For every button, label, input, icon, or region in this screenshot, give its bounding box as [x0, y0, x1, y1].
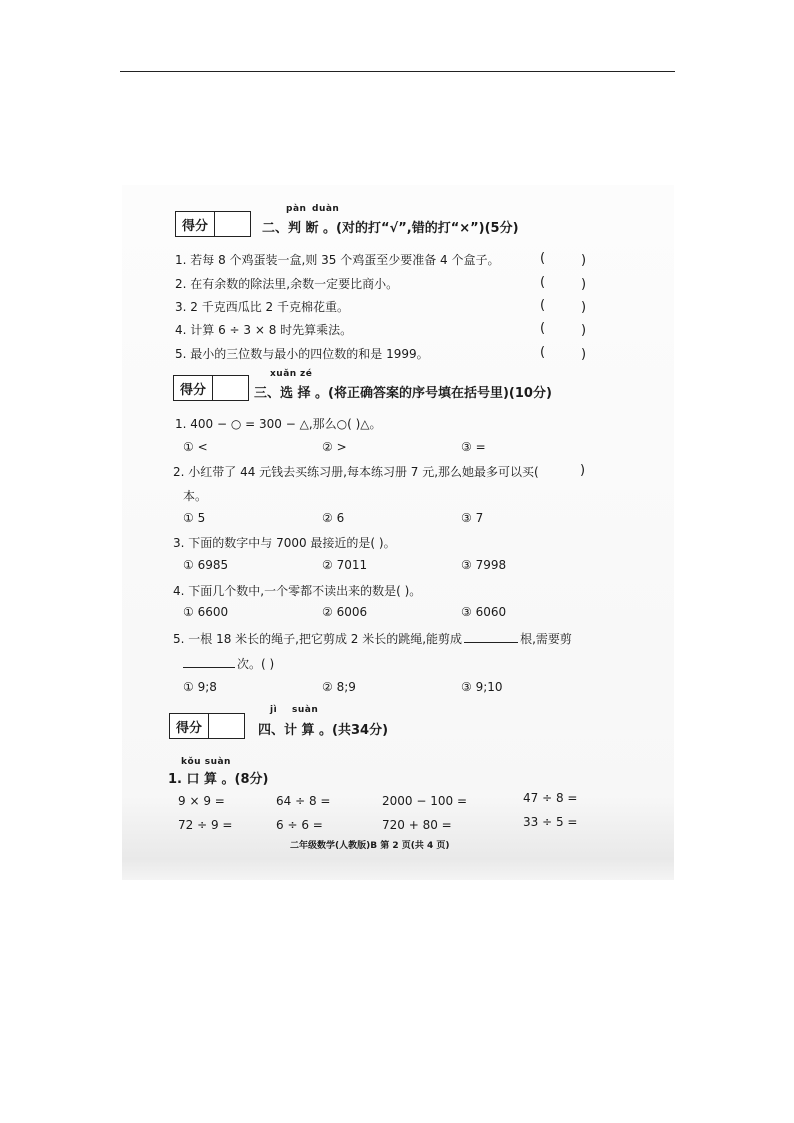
- choice-q4: 4. 下面几个数中,一个零都不读出来的数是( )。: [173, 584, 422, 598]
- choice-q2-paren-right[interactable]: ): [580, 463, 586, 478]
- choice-q1: 1. 400 − ○ = 300 − △,那么○( )△。: [175, 417, 382, 431]
- judge-paren-left-2[interactable]: (: [540, 275, 546, 290]
- choice-q2: 2. 小红带了 44 元钱去买练习册,每本练习册 7 元,那么她最多可以买(: [173, 465, 539, 479]
- choice-q5-opt-1[interactable]: ① 9;8: [183, 680, 217, 694]
- pinyin-ze: zé: [300, 369, 313, 379]
- score-label: 得分: [176, 212, 215, 236]
- choice-q5-opt-2[interactable]: ② 8;9: [322, 680, 356, 694]
- choice-q5-text-a: 5. 一根 18 米长的绳子,把它剪成 2 米长的跳绳,能剪成: [173, 632, 463, 646]
- calc-r1-c4: 47 ÷ 8 =: [523, 791, 578, 805]
- calc-r2-c1: 72 ÷ 9 =: [178, 818, 233, 832]
- choice-q5-blank-1[interactable]: [464, 642, 518, 643]
- choice-q2-opt-3[interactable]: ③ 7: [461, 511, 484, 525]
- section2-title: 二、判 断 。(对的打“√”,错的打“×”)(5分): [262, 221, 519, 236]
- choice-q5-line2: [183, 655, 274, 672]
- choice-q5-line1: [173, 630, 572, 647]
- choice-q5-text-c: 次。( ): [237, 657, 275, 671]
- calc-r1-c2: 64 ÷ 8 =: [276, 794, 331, 808]
- section4-title: 四、计 算 。(共34分): [258, 723, 389, 738]
- judge-paren-right-2[interactable]: ): [581, 277, 587, 292]
- judge-paren-left-4[interactable]: (: [540, 321, 546, 336]
- choice-q1-opt-2[interactable]: ② >: [322, 440, 347, 454]
- judge-paren-right-3[interactable]: ): [581, 300, 587, 315]
- oral-calc-title: 1. 口 算 。(8分): [168, 772, 269, 787]
- calc-r1-c1: 9 × 9 =: [178, 794, 225, 808]
- judge-item-2: 2. 在有余数的除法里,余数一定要比商小。: [175, 277, 399, 291]
- score-box-section2: [175, 211, 251, 237]
- calc-r2-c4: 33 ÷ 5 =: [523, 815, 578, 829]
- choice-q4-opt-3[interactable]: ③ 6060: [461, 605, 507, 619]
- choice-q3-opt-3[interactable]: ③ 7998: [461, 558, 507, 572]
- judge-paren-right-4[interactable]: ): [581, 323, 587, 338]
- judge-paren-left-5[interactable]: (: [540, 345, 546, 360]
- calc-r1-c3: 2000 − 100 =: [382, 794, 467, 808]
- choice-q1-opt-1[interactable]: ① <: [183, 440, 208, 454]
- score-box-section4: [169, 713, 245, 739]
- choice-q3-opt-2[interactable]: ② 7011: [322, 558, 368, 572]
- calc-r2-c3: 720 + 80 =: [382, 818, 452, 832]
- choice-q1-opt-3[interactable]: ③ =: [461, 440, 486, 454]
- choice-q2-opt-1[interactable]: ① 5: [183, 511, 206, 525]
- pinyin-suan: suàn: [292, 705, 319, 715]
- choice-q2-opt-2[interactable]: ② 6: [322, 511, 345, 525]
- choice-q2-cont: 本。: [183, 489, 208, 503]
- pinyin-ji: jì: [270, 705, 278, 715]
- choice-q3-opt-1[interactable]: ① 6985: [183, 558, 229, 572]
- judge-paren-left-1[interactable]: (: [540, 251, 546, 266]
- choice-q5-opt-3[interactable]: ③ 9;10: [461, 680, 503, 694]
- choice-q4-opt-1[interactable]: ① 6600: [183, 605, 229, 619]
- judge-paren-right-5[interactable]: ): [581, 347, 587, 362]
- calc-r2-c2: 6 ÷ 6 =: [276, 818, 323, 832]
- judge-item-4: 4. 计算 6 ÷ 3 × 8 时先算乘法。: [175, 323, 353, 337]
- judge-paren-right-1[interactable]: ): [581, 253, 587, 268]
- pinyin-duan: duàn: [312, 204, 340, 214]
- judge-item-3: 3. 2 千克西瓜比 2 千克棉花重。: [175, 300, 349, 314]
- choice-q3: 3. 下面的数字中与 7000 最接近的是( )。: [173, 536, 396, 550]
- choice-q5-blank-2[interactable]: [183, 667, 235, 668]
- judge-paren-left-3[interactable]: (: [540, 298, 546, 313]
- section3-title: 三、选 择 。(将正确答案的序号填在括号里)(10分): [254, 386, 552, 401]
- pinyin-xuan: xuǎn: [270, 369, 297, 379]
- choice-q5-text-b: 根,需要剪: [520, 632, 572, 646]
- score-label: 得分: [170, 714, 209, 738]
- judge-item-1: 1. 若每 8 个鸡蛋装一盒,则 35 个鸡蛋至少要准备 4 个盒子。: [175, 253, 500, 267]
- page-footer: 二年级数学(人教版)B 第 2 页(共 4 页): [290, 841, 450, 851]
- pinyin-kousuan: kǒu suàn: [181, 757, 231, 767]
- judge-item-5: 5. 最小的三位数与最小的四位数的和是 1999。: [175, 347, 429, 361]
- top-rule: [120, 71, 675, 72]
- score-box-section3: [173, 375, 249, 401]
- choice-q4-opt-2[interactable]: ② 6006: [322, 605, 368, 619]
- pinyin-pan: pàn: [286, 204, 307, 214]
- score-label: 得分: [174, 376, 213, 400]
